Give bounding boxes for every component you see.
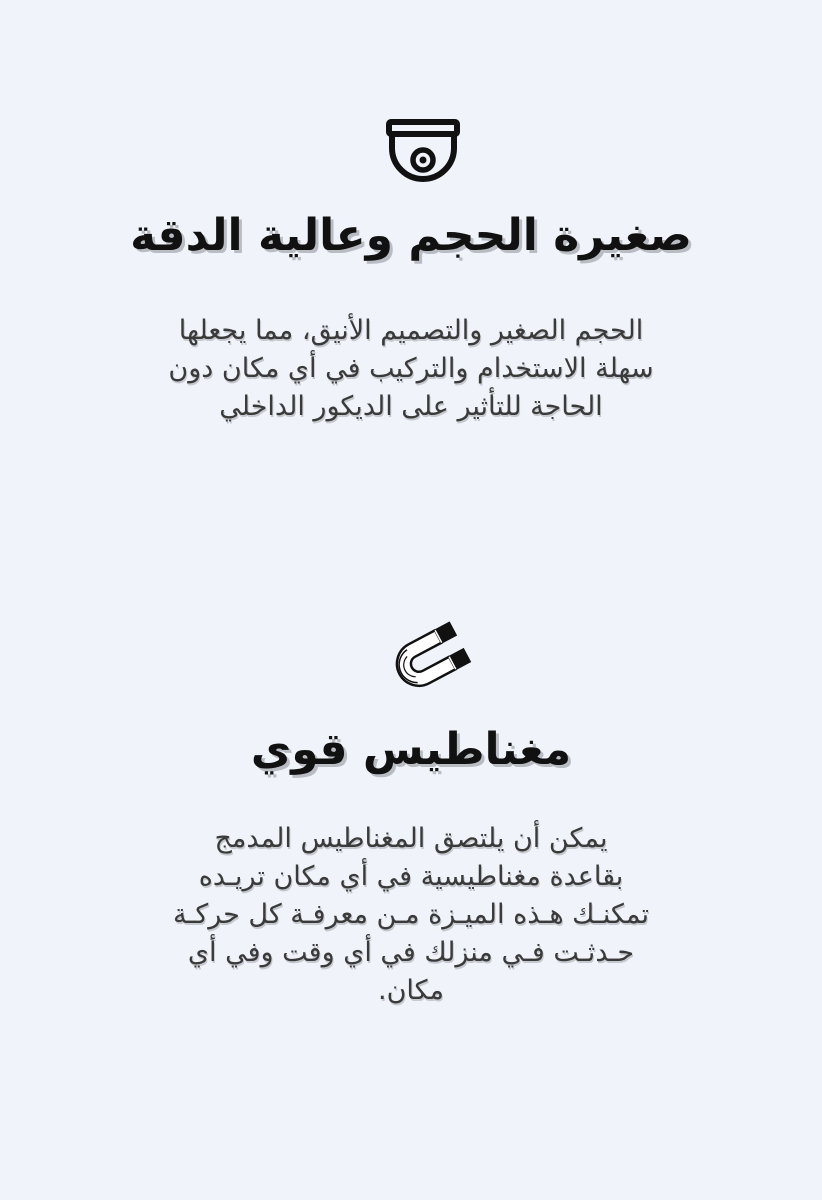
description-line: تمكنـك هـذه الميـزة مـن معرفـة كل حركـة [173, 899, 649, 930]
feature-strong-magnet [0, 560, 822, 1200]
description-line: الحاجة للتأثير على الديكور الداخلي [219, 391, 603, 422]
feature-title: صغيرة الحجم وعالية الدقة [130, 210, 692, 261]
feature-title: مغناطيس قوي [250, 724, 572, 775]
description-line: حـدثـت فـي منزلك في أي وقت وفي أي [187, 937, 635, 968]
description-line: يمكن أن يلتصق المغناطيس المدمج [214, 823, 608, 854]
description-line: مكان. [377, 975, 444, 1006]
feature-description [60, 312, 762, 426]
feature-small-size [0, 0, 822, 560]
description-line: سهلة الاستخدام والتركيب في أي مكان دون [168, 353, 654, 384]
description-line: الحجم الصغير والتصميم الأنيق، مما يجعلها [178, 315, 644, 346]
horseshoe-magnet-icon [378, 618, 474, 702]
dome-camera-icon [384, 118, 462, 190]
description-line: بقاعدة مغناطيسية في أي مكان تريـده [198, 861, 624, 892]
feature-description [110, 820, 712, 1010]
